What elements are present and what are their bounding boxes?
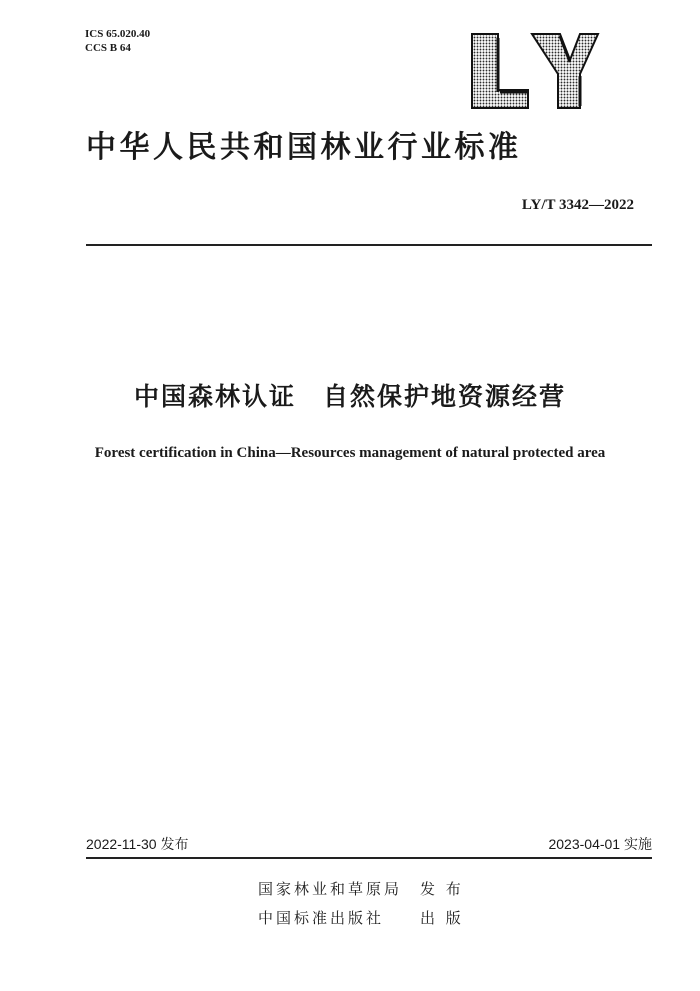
- ics-code: ICS 65.020.40: [85, 28, 151, 40]
- top-divider: [86, 244, 652, 246]
- issuing-authority: 国家林业和草原局 发 布: [258, 880, 464, 898]
- standard-organization-title: 中华人民共和国林业行业标准: [86, 130, 522, 165]
- ccs-code: CCS B 64: [85, 42, 131, 54]
- standard-code: LY/T 3342—2022: [521, 197, 634, 213]
- ly-logo-icon: [470, 30, 600, 112]
- document-title-chinese: 中国森林认证 自然保护地资源经营: [133, 382, 566, 411]
- document-title-english: Forest certification in China—Resources management of natural protected area: [94, 445, 606, 461]
- bottom-divider: [86, 857, 652, 859]
- implementation-date: 2023-04-01 实施: [548, 836, 652, 852]
- publisher: 中国标准出版社 出 版: [258, 909, 464, 927]
- publish-date: 2022-11-30 发布: [86, 836, 189, 852]
